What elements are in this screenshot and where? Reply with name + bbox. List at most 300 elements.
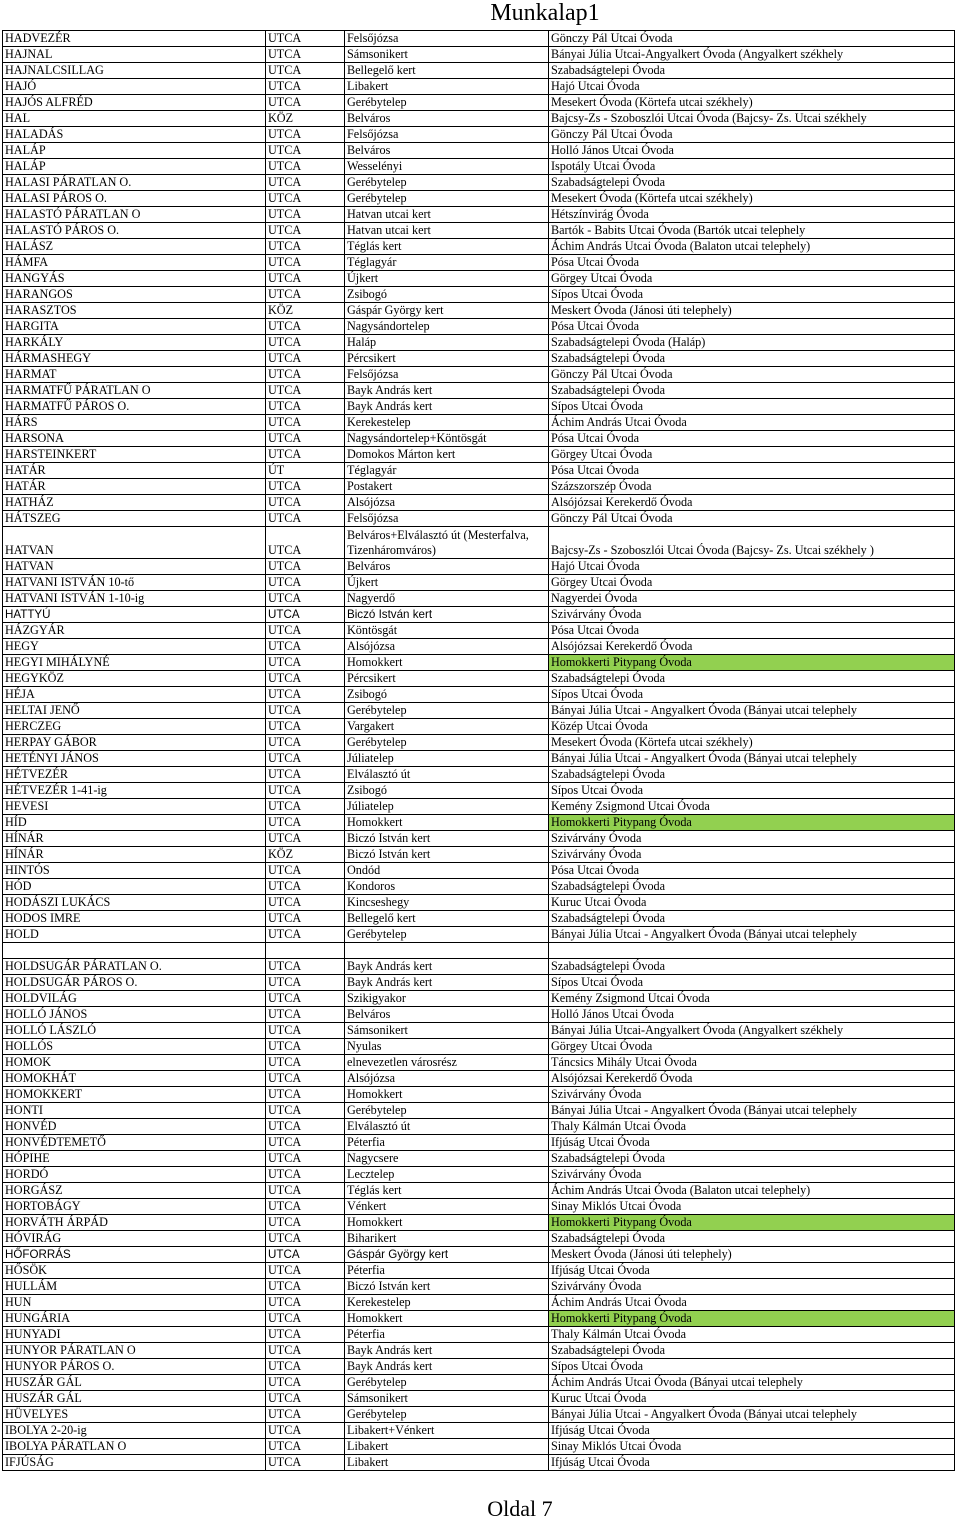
table-row [3,1423,955,1439]
table-row [3,767,955,783]
district-cell: Homokkert [345,1311,549,1327]
kindergarten-cell: Áchim András Utcai Óvoda (Balaton utcai telephely) [549,239,955,255]
kindergarten-cell: Holló János Utcai Óvoda [549,1007,955,1023]
district-cell: Péterfia [345,1135,549,1151]
street-type-cell: UTCA [266,1007,345,1023]
street-name-cell: HATVAN [3,527,266,559]
kindergarten-cell: Hajó Utcai Óvoda [549,559,955,575]
street-name-cell: HARMATFŰ PÁRATLAN O [3,383,266,399]
street-name-cell: HALASTÓ PÁRATLAN O [3,207,266,223]
street-name-cell: HAJNALCSILLAG [3,63,266,79]
table-row [3,143,955,159]
kindergarten-cell: Kuruc Utcai Óvoda [549,895,955,911]
street-name-cell: HORGÁSZ [3,1183,266,1199]
kindergarten-cell: Homokkerti Pitypang Óvoda [549,815,955,831]
table-row [3,1375,955,1391]
street-type-cell: UTCA [266,1071,345,1087]
district-cell: Júliatelep [345,751,549,767]
street-name-cell: HARSTEINKERT [3,447,266,463]
street-name-cell: HARKÁLY [3,335,266,351]
table-row [3,863,955,879]
kindergarten-cell: Kemény Zsigmond Utcai Óvoda [549,991,955,1007]
street-name-cell: HELTAI JENŐ [3,703,266,719]
kindergarten-cell: Pósa Utcai Óvoda [549,463,955,479]
table-row [3,1039,955,1055]
table-row [3,959,955,975]
street-type-cell: UTCA [266,127,345,143]
street-type-cell: UTCA [266,1455,345,1471]
district-cell: Pércsikert [345,351,549,367]
table-row [3,1119,955,1135]
street-type-cell: UTCA [266,623,345,639]
district-cell: Bayk András kert [345,975,549,991]
district-cell: Alsójózsa [345,495,549,511]
district-cell: Hatvan utcai kert [345,223,549,239]
district-cell: Libakert [345,1439,549,1455]
street-name-cell: HOLDSUGÁR PÁRATLAN O. [3,959,266,975]
street-type-cell: UTCA [266,287,345,303]
district-cell: Felsőjózsa [345,367,549,383]
kindergarten-cell: Gönczy Pál Utcai Óvoda [549,31,955,47]
street-name-cell: HARANGOS [3,287,266,303]
district-cell: Júliatelep [345,799,549,815]
kindergarten-cell: Sípos Utcai Óvoda [549,399,955,415]
street-type-cell: UTCA [266,255,345,271]
street-name-cell: HEGY [3,639,266,655]
street-name-cell: HÁRMASHEGY [3,351,266,367]
street-type-cell: UTCA [266,223,345,239]
district-cell: Vargakert [345,719,549,735]
kindergarten-cell: Ifjúság Utcai Óvoda [549,1263,955,1279]
street-type-cell: UTCA [266,815,345,831]
table-row [3,847,955,863]
street-name-cell: HÍNÁR [3,831,266,847]
street-type-cell: UTCA [266,47,345,63]
table-row [3,895,955,911]
kindergarten-cell: Százszorszép Óvoda [549,479,955,495]
district-cell: Gáspár György kert [345,303,549,319]
table-row [3,1407,955,1423]
table-row [3,559,955,575]
street-type-cell: UTCA [266,191,345,207]
table-row [3,175,955,191]
district-cell: Belváros+Elválasztó út (Mesterfalva, Tizenháromváros) [345,527,549,559]
street-name-cell: HATVAN [3,559,266,575]
kindergarten-cell: Meskert Óvoda (Jánosi úti telephely) [549,303,955,319]
district-cell: Sámsonikert [345,1023,549,1039]
street-type-cell: UTCA [266,911,345,927]
table-row [3,127,955,143]
district-cell: Alsójózsa [345,1071,549,1087]
table-row [3,799,955,815]
street-table [2,30,955,1471]
table-row [3,511,955,527]
district-cell: Haláp [345,335,549,351]
street-name-cell: HÉTVEZÉR 1-41-ig [3,783,266,799]
district-cell: Pércsikert [345,671,549,687]
page-footer: Oldal 7 [487,1496,553,1521]
table-row [3,687,955,703]
district-cell: Gerébytelep [345,735,549,751]
street-type-cell: UTCA [266,63,345,79]
street-name-cell: HORDÓ [3,1167,266,1183]
kindergarten-cell: Szabadságtelepi Óvoda [549,175,955,191]
street-name-cell: HÓVIRÁG [3,1231,266,1247]
street-type-cell: UTCA [266,1087,345,1103]
street-name-cell: HAL [3,111,266,127]
kindergarten-cell: Ifjúság Utcai Óvoda [549,1423,955,1439]
table-row [3,1215,955,1231]
kindergarten-cell: Szabadságtelepi Óvoda [549,1231,955,1247]
district-cell: Bayk András kert [345,399,549,415]
street-name-cell: HATÁR [3,463,266,479]
street-type-cell: UTCA [266,783,345,799]
street-type-cell: UTCA [266,79,345,95]
table-row [3,319,955,335]
kindergarten-cell: Pósa Utcai Óvoda [549,623,955,639]
street-name-cell: HÉJA [3,687,266,703]
street-name-cell: HAJNAL [3,47,266,63]
district-cell: Téglagyár [345,255,549,271]
table-row [3,159,955,175]
kindergarten-cell: Sinay Miklós Utcai Óvoda [549,1439,955,1455]
street-type-cell: UTCA [266,559,345,575]
street-name-cell: HERCZEG [3,719,266,735]
kindergarten-cell: Sípos Utcai Óvoda [549,287,955,303]
street-name-cell: HALÁP [3,143,266,159]
street-name-cell: HATTYÚ [3,607,266,623]
table-row [3,367,955,383]
street-type-cell: UTCA [266,1103,345,1119]
table-row [3,975,955,991]
street-type-cell: UTCA [266,271,345,287]
street-name-cell: HONVÉD [3,1119,266,1135]
street-type-cell: UTCA [266,639,345,655]
table-row [3,639,955,655]
table-row [3,351,955,367]
street-name-cell: HULLÁM [3,1279,266,1295]
street-type-cell: UTCA [266,495,345,511]
table-row [3,1199,955,1215]
kindergarten-cell: Szivárvány Óvoda [549,607,955,623]
street-name-cell: HALADÁS [3,127,266,143]
kindergarten-cell: Szabadságtelepi Óvoda [549,959,955,975]
kindergarten-cell: Szivárvány Óvoda [549,1167,955,1183]
table-row [3,911,955,927]
table-row [3,1183,955,1199]
street-name-cell: HOLLÓS [3,1039,266,1055]
street-name-cell: HALÁSZ [3,239,266,255]
kindergarten-cell: Szivárvány Óvoda [549,831,955,847]
district-cell: Nagysándortelep [345,319,549,335]
table-row [3,671,955,687]
street-type-cell: UTCA [266,751,345,767]
street-type-cell: UTCA [266,399,345,415]
street-type-cell: UTCA [266,1327,345,1343]
street-type-cell: UTCA [266,31,345,47]
street-name-cell: IBOLYA 2-20-ig [3,1423,266,1439]
street-name-cell: IBOLYA PÁRATLAN O [3,1439,266,1455]
street-name-cell: HARASZTOS [3,303,266,319]
street-name-cell: HEGYI MIHÁLYNÉ [3,655,266,671]
table-row [3,879,955,895]
district-cell: Péterfia [345,1327,549,1343]
table-row [3,1103,955,1119]
kindergarten-cell: Szabadságtelepi Óvoda [549,671,955,687]
table-row [3,47,955,63]
district-cell: Domokos Márton kert [345,447,549,463]
district-cell: Újkert [345,575,549,591]
street-type-cell: UTCA [266,687,345,703]
table-row [3,223,955,239]
district-cell: Kincseshegy [345,895,549,911]
table-row [3,335,955,351]
district-cell: Hatvan utcai kert [345,207,549,223]
street-name-cell: HUSZÁR GÁL [3,1375,266,1391]
street-name-cell: HARMAT [3,367,266,383]
district-cell: Felsőjózsa [345,31,549,47]
table-row [3,255,955,271]
table-row [3,447,955,463]
kindergarten-cell: Szabadságtelepi Óvoda [549,383,955,399]
table-row [3,1231,955,1247]
district-cell: Postakert [345,479,549,495]
street-name-cell: HÓD [3,879,266,895]
district-cell: Homokkert [345,655,549,671]
street-name-cell: HARGITA [3,319,266,335]
table-row [3,303,955,319]
street-type-cell: UTCA [266,1167,345,1183]
district-cell: Wesselényi [345,159,549,175]
table-row [3,575,955,591]
district-cell: Kerekestelep [345,415,549,431]
street-type-cell: UTCA [266,1295,345,1311]
table-row [3,1311,955,1327]
district-cell: Téglás kert [345,1183,549,1199]
kindergarten-cell: Bányai Júlia Utcai - Angyalkert Óvoda (Bányai utcai telephely [549,703,955,719]
table-row [3,527,955,559]
kindergarten-cell: Sípos Utcai Óvoda [549,687,955,703]
kindergarten-cell: Bajcsy-Zs - Szoboszlói Utcai Óvoda (Bajcsy- Zs. Utcai székhely ) [549,527,955,559]
district-cell: Kondoros [345,879,549,895]
kindergarten-cell: Szivárvány Óvoda [549,847,955,863]
street-type-cell: UTCA [266,895,345,911]
kindergarten-cell: Kemény Zsigmond Utcai Óvoda [549,799,955,815]
kindergarten-cell: Bányai Júlia Utcai - Angyalkert Óvoda (Bányai utcai telephely [549,1103,955,1119]
district-cell: Szikigyakor [345,991,549,1007]
kindergarten-cell [549,943,955,959]
street-type-cell: UTCA [266,527,345,559]
kindergarten-cell: Pósa Utcai Óvoda [549,431,955,447]
street-type-cell: UTCA [266,1391,345,1407]
street-name-cell: HŐFORRÁS [3,1247,266,1263]
district-cell: Biczó István kert [345,607,549,623]
street-type-cell: UTCA [266,1119,345,1135]
street-type-cell: UTCA [266,735,345,751]
kindergarten-cell: Szabadságtelepi Óvoda [549,911,955,927]
street-name-cell: HÉTVEZÉR [3,767,266,783]
kindergarten-cell: Sípos Utcai Óvoda [549,1359,955,1375]
street-type-cell: UTCA [266,719,345,735]
kindergarten-cell: Gönczy Pál Utcai Óvoda [549,511,955,527]
kindergarten-cell: Gönczy Pál Utcai Óvoda [549,367,955,383]
table-row [3,1151,955,1167]
table-row [3,703,955,719]
kindergarten-cell: Áchim András Utcai Óvoda [549,415,955,431]
street-type-cell: UTCA [266,1231,345,1247]
street-type-cell: UTCA [266,991,345,1007]
table-row [3,1055,955,1071]
kindergarten-cell: Szabadságtelepi Óvoda [549,1343,955,1359]
street-type-cell: KÖZ [266,111,345,127]
kindergarten-cell: Ifjúság Utcai Óvoda [549,1135,955,1151]
district-cell: Péterfia [345,1263,549,1279]
kindergarten-cell: Görgey Utcai Óvoda [549,1039,955,1055]
district-cell: Kerekestelep [345,1295,549,1311]
street-name-cell: HODÁSZI LUKÁCS [3,895,266,911]
street-type-cell: UTCA [266,703,345,719]
street-type-cell: UTCA [266,1311,345,1327]
street-name-cell: HÜVELYES [3,1407,266,1423]
table-row [3,815,955,831]
kindergarten-cell: Bányai Júlia Utcai - Angyalkert Óvoda (Bányai utcai telephely [549,751,955,767]
street-type-cell: UTCA [266,511,345,527]
table-row [3,1135,955,1151]
street-name-cell: HETÉNYI JÁNOS [3,751,266,767]
district-cell: Bellegelő kert [345,911,549,927]
district-cell: Biczó István kert [345,831,549,847]
table-row [3,79,955,95]
street-name-cell: HŐSÖK [3,1263,266,1279]
kindergarten-cell: Homokkerti Pitypang Óvoda [549,1311,955,1327]
kindergarten-cell: Alsójózsai Kerekerdő Óvoda [549,1071,955,1087]
street-name-cell: HUNYADI [3,1327,266,1343]
table-row [3,831,955,847]
street-name-cell: HÍNÁR [3,847,266,863]
street-name-cell: HUN [3,1295,266,1311]
street-type-cell: UTCA [266,655,345,671]
street-name-cell: HALASTÓ PÁROS O. [3,223,266,239]
table-row [3,111,955,127]
kindergarten-cell: Bányai Júlia Utcai - Angyalkert Óvoda (Bányai utcai telephely [549,927,955,943]
street-type-cell: UTCA [266,879,345,895]
district-cell: Belváros [345,143,549,159]
kindergarten-cell: Holló János Utcai Óvoda [549,143,955,159]
district-cell: Nyulas [345,1039,549,1055]
table-row [3,1439,955,1455]
district-cell: Gerébytelep [345,191,549,207]
street-type-cell: UTCA [266,1039,345,1055]
table-row [3,607,955,623]
district-cell: Zsibogó [345,687,549,703]
street-type-cell: UTCA [266,1423,345,1439]
street-type-cell: UTCA [266,591,345,607]
district-cell: Libakert [345,1455,549,1471]
street-name-cell: HUNYOR PÁROS O. [3,1359,266,1375]
street-type-cell: UTCA [266,1343,345,1359]
kindergarten-cell: Bajcsy-Zs - Szoboszlói Utcai Óvoda (Bajcsy- Zs. Utcai székhely [549,111,955,127]
district-cell: Felsőjózsa [345,127,549,143]
kindergarten-cell: Homokkerti Pitypang Óvoda [549,655,955,671]
district-cell: Belváros [345,559,549,575]
district-cell: Biharikert [345,1231,549,1247]
street-type-cell: UTCA [266,175,345,191]
district-cell: Gerébytelep [345,1103,549,1119]
district-cell: Bayk András kert [345,1359,549,1375]
street-type-cell: UTCA [266,1183,345,1199]
district-cell: Gerébytelep [345,95,549,111]
table-row [3,463,955,479]
table-row [3,239,955,255]
table-row [3,271,955,287]
table-row [3,95,955,111]
street-type-cell: UTCA [266,1023,345,1039]
kindergarten-cell: Görgey Utcai Óvoda [549,271,955,287]
kindergarten-cell: Áchim András Utcai Óvoda (Balaton utcai telephely) [549,1183,955,1199]
district-cell: Felsőjózsa [345,511,549,527]
kindergarten-cell: Szabadságtelepi Óvoda [549,1151,955,1167]
table-row [3,415,955,431]
district-cell: Gerébytelep [345,703,549,719]
kindergarten-cell: Nagyerdei Óvoda [549,591,955,607]
table-row [3,991,955,1007]
street-type-cell: UTCA [266,1199,345,1215]
street-name-cell: HALASI PÁRATLAN O. [3,175,266,191]
street-type-cell: UTCA [266,447,345,463]
district-cell: Gáspár György kert [345,1247,549,1263]
table-row [3,591,955,607]
street-name-cell: HÁTSZEG [3,511,266,527]
table-row [3,1295,955,1311]
kindergarten-cell: Gönczy Pál Utcai Óvoda [549,127,955,143]
district-cell: Ondód [345,863,549,879]
table-row [3,287,955,303]
kindergarten-cell: Mesekert Óvoda (Körtefa utcai székhely) [549,735,955,751]
sheet-title: Munkalap1 [490,0,600,26]
street-name-cell: HOMOKHÁT [3,1071,266,1087]
kindergarten-cell: Sinay Miklós Utcai Óvoda [549,1199,955,1215]
street-type-cell: UTCA [266,143,345,159]
street-type-cell: UTCA [266,927,345,943]
street-name-cell: HAJÓ [3,79,266,95]
kindergarten-cell: Bányai Júlia Utcai - Angyalkert Óvoda (Bányai utcai telephely [549,1407,955,1423]
table-row [3,751,955,767]
street-type-cell: UTCA [266,335,345,351]
street-name-cell: HÓPIHE [3,1151,266,1167]
table-row [3,399,955,415]
table-body [3,31,955,1471]
street-type-cell: UTCA [266,1135,345,1151]
district-cell: Nagyerdő [345,591,549,607]
district-cell: Nagysándortelep+Köntösgát [345,431,549,447]
street-name-cell: IFJÚSÁG [3,1455,266,1471]
table-row [3,207,955,223]
street-name-cell: HALASI PÁROS O. [3,191,266,207]
kindergarten-cell: Thaly Kálmán Utcai Óvoda [549,1119,955,1135]
street-type-cell: UTCA [266,415,345,431]
street-type-cell [266,943,345,959]
kindergarten-cell: Kuruc Utcai Óvoda [549,1391,955,1407]
street-name-cell: HUSZÁR GÁL [3,1391,266,1407]
district-cell: Gerébytelep [345,175,549,191]
district-cell: Bayk András kert [345,1343,549,1359]
kindergarten-cell: Ifjúság Utcai Óvoda [549,1455,955,1471]
street-type-cell: UTCA [266,975,345,991]
table-row [3,431,955,447]
table-row [3,655,955,671]
street-type-cell: UTCA [266,1263,345,1279]
street-name-cell: HOMOKKERT [3,1087,266,1103]
